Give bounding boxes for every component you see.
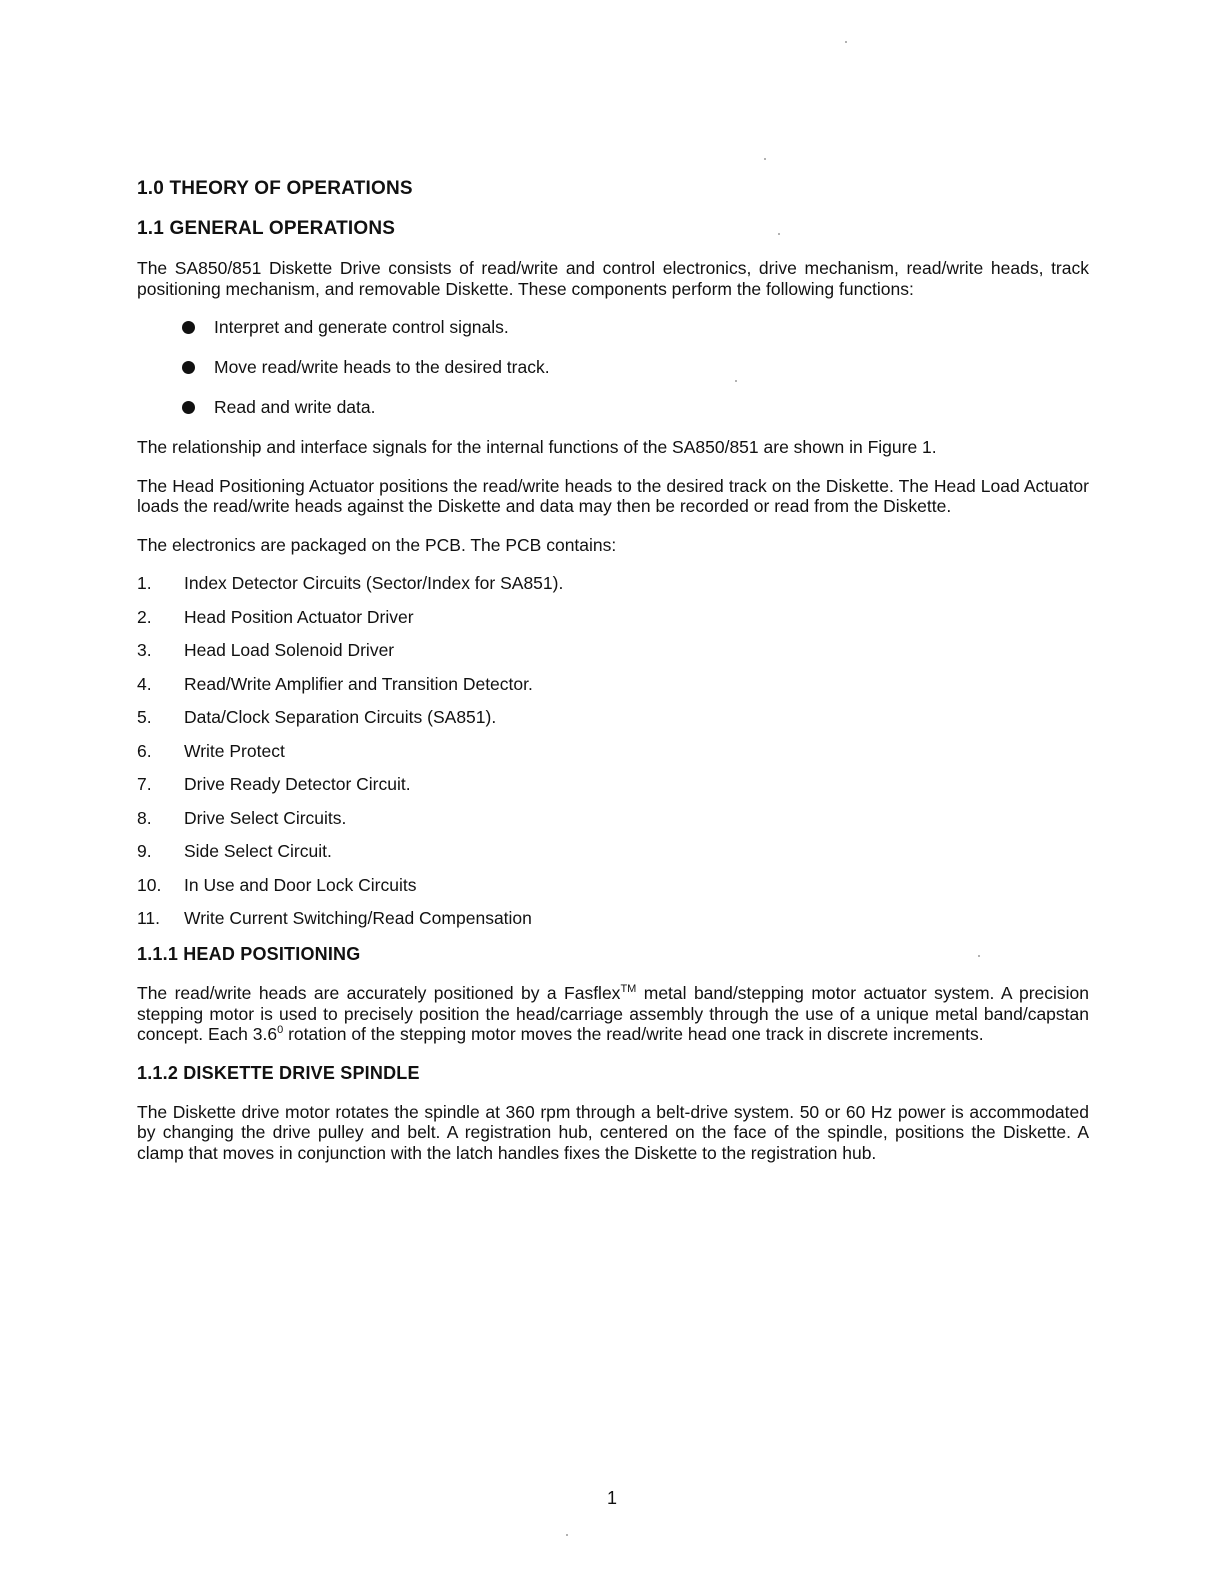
bullet-icon bbox=[182, 361, 195, 374]
list-item bbox=[182, 397, 1089, 417]
list-item bbox=[137, 674, 1089, 694]
list-item-number: 9. bbox=[137, 841, 152, 861]
head-positioning-text-3: rotation of the stepping motor moves the read/write head one track in discrete increments. bbox=[283, 1024, 984, 1044]
scan-speck bbox=[764, 158, 766, 160]
head-positioning-paragraph bbox=[137, 983, 1089, 1045]
trademark-mark: TM bbox=[620, 983, 637, 996]
list-item bbox=[137, 774, 1089, 794]
list-item bbox=[137, 841, 1089, 861]
list-item bbox=[137, 640, 1089, 660]
list-item-text: Index Detector Circuits (Sector/Index for SA851). bbox=[184, 573, 564, 593]
intro-paragraph: The SA850/851 Diskette Drive consists of read/write and control electronics, drive mechanism, read/write heads, track positioning mechanism, and removable Diskette. These components perform the following functions: bbox=[137, 258, 1089, 299]
section-heading-general: 1.1 GENERAL OPERATIONS bbox=[137, 218, 396, 239]
list-item-number: 8. bbox=[137, 807, 152, 828]
list-item bbox=[137, 573, 1089, 593]
list-item-text: In Use and Door Lock Circuits bbox=[184, 874, 417, 895]
pcb-contents-list bbox=[137, 573, 1089, 928]
section-heading-head-positioning: 1.1.1 HEAD POSITIONING bbox=[137, 944, 361, 964]
list-item-text: Head Position Actuator Driver bbox=[184, 606, 414, 627]
document-body bbox=[137, 178, 1089, 1181]
actuator-paragraph: The Head Positioning Actuator positions the read/write heads to the desired track on the Diskette. The Head Load Actuator loads the read/write heads against the Diskette and data may then be recorded or read from the Diskette. bbox=[137, 475, 1089, 516]
spindle-paragraph: The Diskette drive motor rotates the spindle at 360 rpm through a belt-drive system. 50 or 60 Hz power is accommodated by changing the drive pulley and belt. A registration hub, centered on the face of the spindle, positions the Diskette. A clamp that moves in conjunction with the latch handles fixes the Diskette to the registration hub. bbox=[137, 1101, 1089, 1163]
bullet-icon bbox=[182, 401, 195, 414]
degree-mark: 0 bbox=[277, 1024, 284, 1037]
list-item bbox=[137, 707, 1089, 727]
list-item-number: 6. bbox=[137, 740, 152, 761]
list-item-text: Head Load Solenoid Driver bbox=[184, 640, 395, 660]
section-heading-theory: 1.0 THEORY OF OPERATIONS bbox=[137, 178, 413, 199]
section-heading-spindle: 1.1.2 DISKETTE DRIVE SPINDLE bbox=[137, 1062, 420, 1083]
list-item-text: Read/Write Amplifier and Transition Detector. bbox=[184, 673, 533, 694]
scan-speck bbox=[566, 1534, 568, 1536]
list-item bbox=[182, 317, 1089, 337]
list-item-text: Drive Ready Detector Circuit. bbox=[184, 774, 411, 794]
list-item-text: Read and write data. bbox=[214, 397, 376, 417]
list-item-text: Drive Select Circuits. bbox=[184, 807, 347, 828]
functions-list bbox=[137, 317, 1089, 417]
list-item bbox=[137, 908, 1089, 928]
scan-speck bbox=[845, 41, 847, 43]
list-item-number: 1. bbox=[137, 573, 152, 593]
list-item-text: Data/Clock Separation Circuits (SA851). bbox=[184, 707, 497, 727]
page-number: 1 bbox=[606, 1488, 617, 1508]
relationship-paragraph: The relationship and interface signals for the internal functions of the SA850/851 are shown in Figure 1. bbox=[137, 437, 937, 457]
head-positioning-text-1: The read/write heads are accurately positioned by a Fasflex bbox=[137, 983, 621, 1003]
list-item-number: 3. bbox=[137, 640, 152, 660]
list-item bbox=[137, 741, 1089, 761]
list-item-number: 4. bbox=[137, 673, 152, 694]
list-item-number: 11. bbox=[137, 908, 161, 928]
head-positioning-text-2: metal band/stepping motor actuator system. A precision stepping motor is used to precisely position the head/carriage assembly through the use of a unique metal band/capstan concept. Each 3.6 bbox=[137, 983, 1089, 1044]
list-item-text: Interpret and generate control signals. bbox=[214, 317, 509, 337]
list-item-number: 5. bbox=[137, 707, 152, 727]
list-item-text: Write Protect bbox=[184, 740, 285, 761]
list-item-number: 7. bbox=[137, 774, 152, 794]
list-item bbox=[182, 357, 1089, 377]
list-item-text: Move read/write heads to the desired track. bbox=[214, 357, 550, 377]
list-item-number: 10. bbox=[137, 874, 162, 895]
list-item-number: 2. bbox=[137, 606, 152, 627]
list-item bbox=[137, 808, 1089, 828]
list-item bbox=[137, 875, 1089, 895]
list-item-text: Write Current Switching/Read Compensation bbox=[184, 908, 532, 928]
bullet-icon bbox=[182, 321, 195, 334]
pcb-intro-paragraph: The electronics are packaged on the PCB. The PCB contains: bbox=[137, 534, 617, 555]
list-item-text: Side Select Circuit. bbox=[184, 841, 332, 861]
list-item bbox=[137, 607, 1089, 627]
